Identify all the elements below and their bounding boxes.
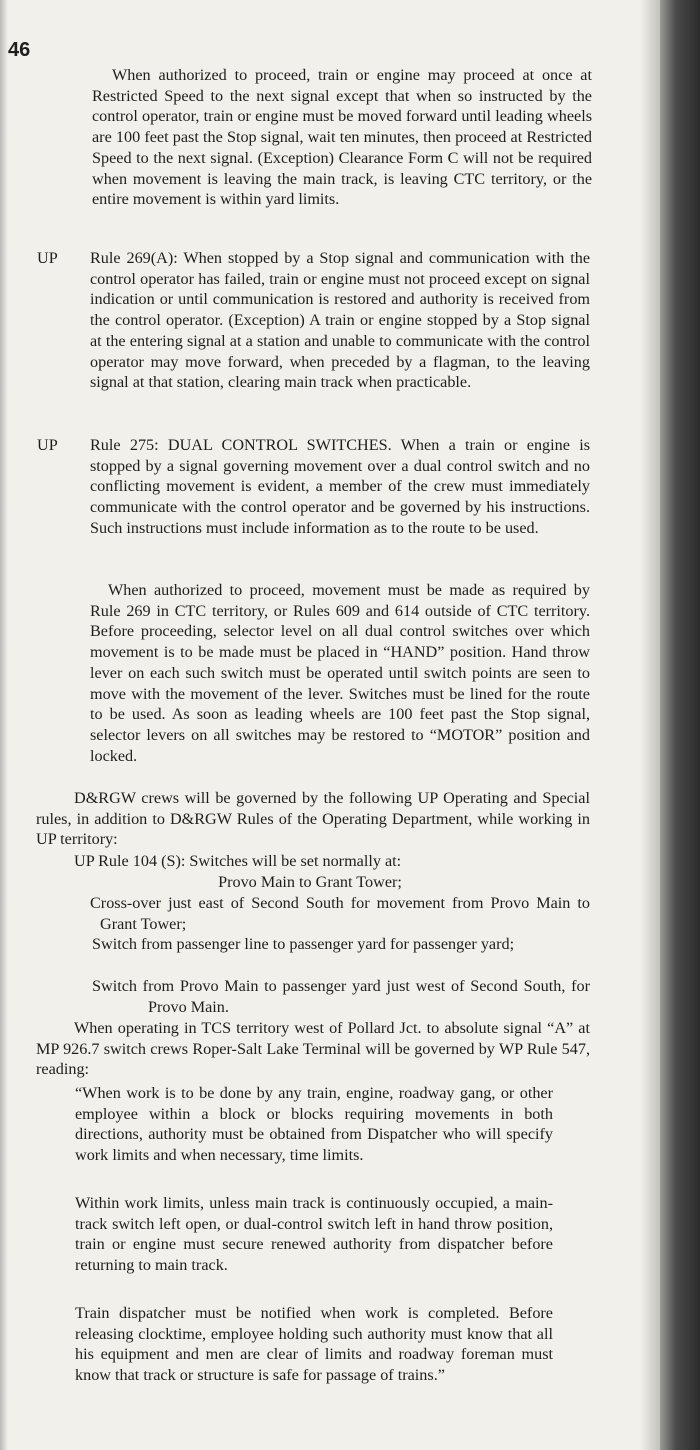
wp-rule-547-paragraph: Within work limits, unless main track is continuously occupied, a main-track switch left open, or dual-control switch left in hand throw position, train or engine must secure renewed authority from dispatcher before returning to main track. [75,1194,553,1275]
paragraph-clearance: When authorized to proceed, train or engine may proceed at once at Restricted Speed to the next signal except that when so instructed by the control operator, train or engine must be moved forward until leading wheels are 100 feet past the Stop signal, wait ten minutes, then proceed at Restricted Speed to the next signal. (Exception) Clearance Form C will not be required when movement is leaving the main track, is leaving CTC territory, or the entire movement is within yard limits. [92,66,592,209]
rule-269a-tag: UP [37,249,58,267]
wp-rule-547-paragraph: Train dispatcher must be notified when work is completed. Before releasing clocktime, employee holding such authority must know that all his equipment and men are clear of limits and roadway foreman must know that track or structure is safe for passage of trains.” [75,1304,553,1385]
rule-275-text: Rule 275: DUAL CONTROL SWITCHES. When a train or engine is stopped by a signal governing movement over a dual control switch and no conflicting movement is evident, a member of the crew must immediately communicate with the control operator and be governed by his instructions. Such instructions must include information as to the route to be used. [90,436,590,537]
rule-104s-item: Cross-over just east of Second South for movement from Provo Main to Grant Tower; [90,894,590,933]
rule-275-tag: UP [37,436,58,454]
rule-104s-item: Switch from passenger line to passenger yard for passenger yard; [92,935,515,953]
page-edge-background [660,0,700,1450]
page-curl-shadow [640,0,660,1450]
rule-104s-item: Switch from Provo Main to passenger yard just west of Second South, for Provo Main. [92,977,590,1016]
wp-rule-547-paragraph: “When work is to be done by any train, engine, roadway gang, or other employee within a block or blocks requiring movements in both directions, authority must be obtained from Dispatcher who will specify work limits and when necessary, time limits. [75,1084,553,1165]
rule-104s-item: Provo Main to Grant Tower; [218,873,402,891]
rule-275-continuation: When authorized to proceed, movement must be made as required by Rule 269 in CTC territory, or Rules 609 and 614 outside of CTC territory. Before proceeding, selector level on all dual control switches over which movement is to be made must be placed in “HAND” position. Hand throw lever on each such switch must be operated until switch points are seen to move with the movement of the lever. Switches must be lined for the route to be used. As soon as leading wheels are 100 feet past the Stop signal, selector levers on all switches may be restored to “MOTOR” position and locked. [90,581,590,765]
page-binding-shadow [0,0,8,1450]
drgw-paragraph: D&RGW crews will be governed by the following UP Operating and Special rules, in addition to D&RGW Rules of the Operating Department, while working in UP territory: [36,789,590,849]
rule-269a-text: Rule 269(A): When stopped by a Stop signal and communication with the control operator has failed, train or engine must not proceed except on signal indication or until communication is restored and authority is received from the control operator. (Exception) A train or engine stopped by a Stop signal at the entering signal at a station and unable to communicate with the control operator may move forward, when preceded by a flagman, to the leaving signal at that station, clearing main track when practicable. [90,249,590,392]
page-number: 46 [8,39,31,61]
rule-104s-heading: UP Rule 104 (S): Switches will be set normally at: [74,852,402,870]
tcs-paragraph: When operating in TCS territory west of Pollard Jct. to absolute signal “A” at MP 926.7 switch crews Roper-Salt Lake Terminal will be governed by WP Rule 547, reading: [36,1019,590,1079]
